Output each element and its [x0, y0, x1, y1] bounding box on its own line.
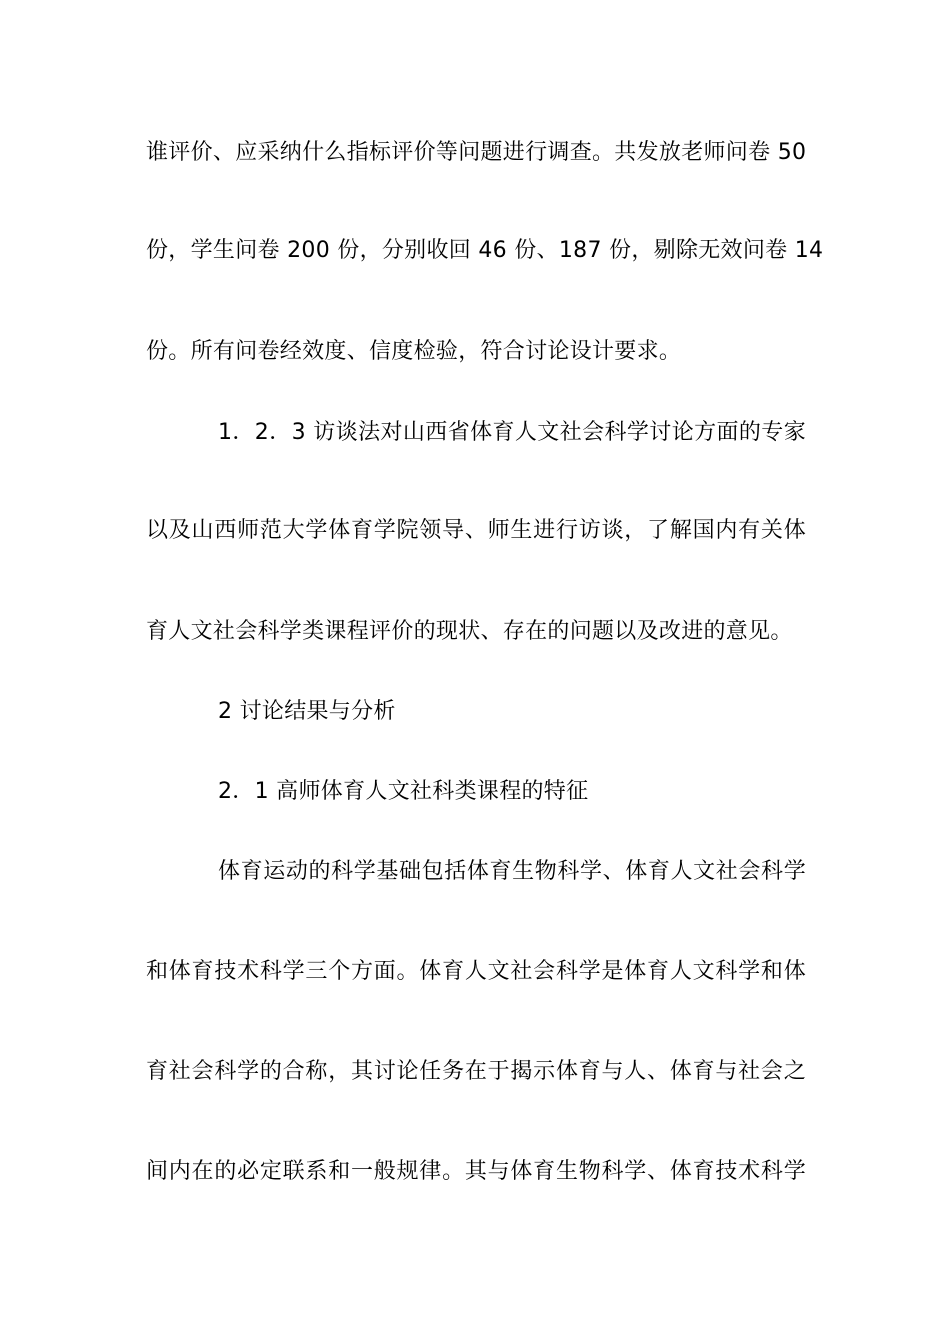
section-heading-2-1: 2．1 高师体育人文社科类课程的特征 — [218, 779, 589, 804]
text-line-6: 育人文社会科学类课程评价的现状、存在的问题以及改进的意见。 — [146, 619, 793, 644]
text-line-1: 谁评价、应采纳什么指标评价等问题进行调查。共发放老师问卷 50 — [146, 140, 807, 165]
text-line-3: 份。所有问卷经效度、信度检验，符合讨论设计要求。 — [146, 339, 682, 364]
paragraph-line-4: 间内在的必定联系和一般规律。其与体育生物科学、体育技术科学 — [146, 1159, 806, 1184]
paragraph-line-1: 体育运动的科学基础包括体育生物科学、体育人文社会科学 — [218, 859, 806, 884]
text-line-5: 以及山西师范大学体育学院领导、师生进行访谈，了解国内有关体 — [146, 518, 806, 543]
paragraph-line-3: 育社会科学的合称，其讨论任务在于揭示体育与人、体育与社会之 — [146, 1059, 806, 1084]
text-line-2: 份，学生问卷 200 份，分别收回 46 份、187 份，剔除无效问卷 14 — [146, 238, 824, 263]
section-1-2-3-line-1: 1．2．3 访谈法对山西省体育人文社会科学讨论方面的专家 — [218, 420, 806, 445]
section-heading-2: 2 讨论结果与分析 — [218, 699, 396, 724]
paragraph-line-2: 和体育技术科学三个方面。体育人文社会科学是体育人文科学和体 — [146, 959, 806, 984]
